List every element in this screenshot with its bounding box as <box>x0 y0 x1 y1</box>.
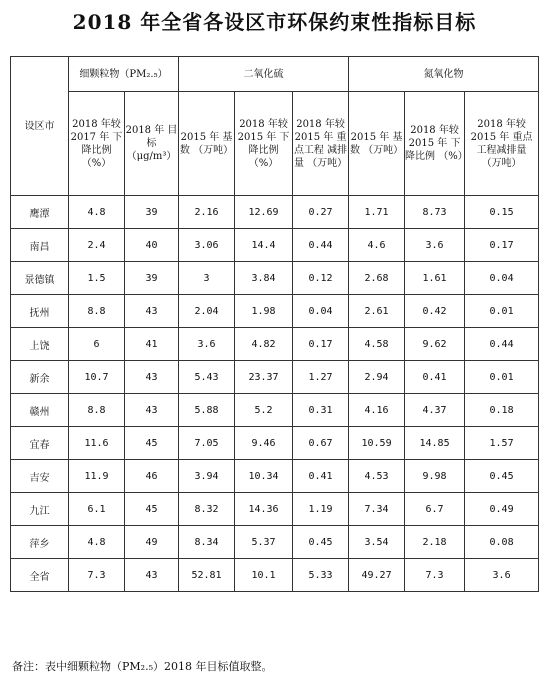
table-row <box>11 361 539 394</box>
table-cell: 3.6 <box>179 328 235 361</box>
table-cell: 5.2 <box>235 394 293 427</box>
indicator-table <box>10 56 539 592</box>
table-cell: 1.19 <box>293 493 349 526</box>
table-cell: 3 <box>179 262 235 295</box>
header-group-nox: 氮氧化物 <box>349 57 539 92</box>
table-cell: 1.71 <box>349 196 405 229</box>
table-cell: 41 <box>125 328 179 361</box>
city-name: 九江 <box>11 493 69 526</box>
table-cell: 0.41 <box>293 460 349 493</box>
table-cell: 0.01 <box>465 295 539 328</box>
table-cell: 9.98 <box>405 460 465 493</box>
table-cell: 0.17 <box>293 328 349 361</box>
city-name: 上饶 <box>11 328 69 361</box>
table-cell: 43 <box>125 361 179 394</box>
table-cell: 7.3 <box>69 559 125 592</box>
table-cell: 4.6 <box>349 229 405 262</box>
table-cell: 8.32 <box>179 493 235 526</box>
table-cell: 43 <box>125 295 179 328</box>
table-cell: 14.36 <box>235 493 293 526</box>
table-cell: 0.49 <box>465 493 539 526</box>
table-cell: 3.06 <box>179 229 235 262</box>
table-row <box>11 328 539 361</box>
table-cell: 0.31 <box>293 394 349 427</box>
table-cell: 23.37 <box>235 361 293 394</box>
table-row <box>11 262 539 295</box>
table-cell: 0.18 <box>465 394 539 427</box>
table-cell: 5.88 <box>179 394 235 427</box>
table-row <box>11 295 539 328</box>
header-city: 设区市 <box>11 57 69 196</box>
table-cell: 4.37 <box>405 394 465 427</box>
table-cell: 4.8 <box>69 196 125 229</box>
table-cell: 2.68 <box>349 262 405 295</box>
table-cell: 1.5 <box>69 262 125 295</box>
city-name: 全省 <box>11 559 69 592</box>
table-cell: 0.44 <box>465 328 539 361</box>
table-cell: 11.9 <box>69 460 125 493</box>
table-cell: 0.45 <box>465 460 539 493</box>
table-cell: 4.8 <box>69 526 125 559</box>
table-cell: 0.12 <box>293 262 349 295</box>
table-cell: 43 <box>125 394 179 427</box>
table-cell: 5.33 <box>293 559 349 592</box>
city-name: 宜春 <box>11 427 69 460</box>
table-cell: 2.16 <box>179 196 235 229</box>
table-cell: 1.27 <box>293 361 349 394</box>
table-cell: 0.27 <box>293 196 349 229</box>
header-group-so2: 二氧化硫 <box>179 57 349 92</box>
header-nox-reduction: 2018 年较 2015 年 重点 工程减排量 （万吨） <box>465 92 539 196</box>
table-cell: 4.16 <box>349 394 405 427</box>
table-cell: 8.8 <box>69 295 125 328</box>
table-cell: 10.1 <box>235 559 293 592</box>
table-cell: 7.34 <box>349 493 405 526</box>
header-pm-decline: 2018 年较 2017 年 下降比例 （%） <box>69 92 125 196</box>
table-cell: 8.34 <box>179 526 235 559</box>
header-so2-reduction: 2018 年较 2015 年 重点工程 减排量 （万吨） <box>293 92 349 196</box>
table-cell: 0.04 <box>293 295 349 328</box>
table-cell: 0.44 <box>293 229 349 262</box>
table-cell: 2.18 <box>405 526 465 559</box>
table-cell: 7.3 <box>405 559 465 592</box>
table-cell: 10.59 <box>349 427 405 460</box>
header-pm-target: 2018 年 目标 （μg/m³） <box>125 92 179 196</box>
table-row <box>11 460 539 493</box>
city-name: 萍乡 <box>11 526 69 559</box>
city-name: 景德镇 <box>11 262 69 295</box>
table-cell: 39 <box>125 262 179 295</box>
table-cell: 8.73 <box>405 196 465 229</box>
table-cell: 1.61 <box>405 262 465 295</box>
table-row <box>11 427 539 460</box>
table-cell: 4.58 <box>349 328 405 361</box>
city-name: 吉安 <box>11 460 69 493</box>
table-cell: 40 <box>125 229 179 262</box>
table-cell: 1.57 <box>465 427 539 460</box>
table-cell: 3.54 <box>349 526 405 559</box>
table-cell: 2.94 <box>349 361 405 394</box>
table-cell: 9.46 <box>235 427 293 460</box>
table-cell: 1.98 <box>235 295 293 328</box>
table-cell: 12.69 <box>235 196 293 229</box>
table-cell: 4.82 <box>235 328 293 361</box>
page-title: 2018 年全省各设区市环保约束性指标目标 <box>72 10 477 34</box>
table-cell: 43 <box>125 559 179 592</box>
table-cell: 0.45 <box>293 526 349 559</box>
footnote: 备注：表中细颗粒物（PM₂.₅）2018 年目标值取整。 <box>12 660 273 673</box>
city-name: 鹰潭 <box>11 196 69 229</box>
table-cell: 2.4 <box>69 229 125 262</box>
table-cell: 14.85 <box>405 427 465 460</box>
table-row <box>11 493 539 526</box>
table-cell: 45 <box>125 427 179 460</box>
table-cell: 46 <box>125 460 179 493</box>
table-cell: 5.43 <box>179 361 235 394</box>
table-cell: 0.15 <box>465 196 539 229</box>
table-cell: 0.42 <box>405 295 465 328</box>
table-cell: 0.04 <box>465 262 539 295</box>
table-cell: 6.1 <box>69 493 125 526</box>
table-cell: 39 <box>125 196 179 229</box>
table-cell: 2.61 <box>349 295 405 328</box>
table-row <box>11 559 539 592</box>
table-cell: 3.84 <box>235 262 293 295</box>
table-row <box>11 394 539 427</box>
table-cell: 2.04 <box>179 295 235 328</box>
table-cell: 4.53 <box>349 460 405 493</box>
table-cell: 3.6 <box>465 559 539 592</box>
header-so2-decline: 2018 年较 2015 年 下降比例 （%） <box>235 92 293 196</box>
table-cell: 49.27 <box>349 559 405 592</box>
table-cell: 3.94 <box>179 460 235 493</box>
table-cell: 0.08 <box>465 526 539 559</box>
table-cell: 3.6 <box>405 229 465 262</box>
table-cell: 52.81 <box>179 559 235 592</box>
header-group-pm25: 细颗粒物（PM₂.₅） <box>69 57 179 92</box>
table-cell: 14.4 <box>235 229 293 262</box>
table-cell: 0.17 <box>465 229 539 262</box>
header-nox-base: 2015 年 基数 （万吨） <box>349 92 405 196</box>
table-row <box>11 229 539 262</box>
table-cell: 0.41 <box>405 361 465 394</box>
city-name: 赣州 <box>11 394 69 427</box>
city-name: 新余 <box>11 361 69 394</box>
table-cell: 7.05 <box>179 427 235 460</box>
table-cell: 6.7 <box>405 493 465 526</box>
table-cell: 0.67 <box>293 427 349 460</box>
city-name: 南昌 <box>11 229 69 262</box>
table-cell: 45 <box>125 493 179 526</box>
table-cell: 49 <box>125 526 179 559</box>
table-cell: 6 <box>69 328 125 361</box>
table-row <box>11 526 539 559</box>
table-row <box>11 196 539 229</box>
table-cell: 10.7 <box>69 361 125 394</box>
table-cell: 8.8 <box>69 394 125 427</box>
table-cell: 11.6 <box>69 427 125 460</box>
header-so2-base: 2015 年 基数 （万吨） <box>179 92 235 196</box>
table-cell: 9.62 <box>405 328 465 361</box>
table-cell: 5.37 <box>235 526 293 559</box>
table-cell: 0.01 <box>465 361 539 394</box>
header-nox-decline: 2018 年较 2015 年 下降比例 （%） <box>405 92 465 196</box>
city-name: 抚州 <box>11 295 69 328</box>
table-cell: 10.34 <box>235 460 293 493</box>
